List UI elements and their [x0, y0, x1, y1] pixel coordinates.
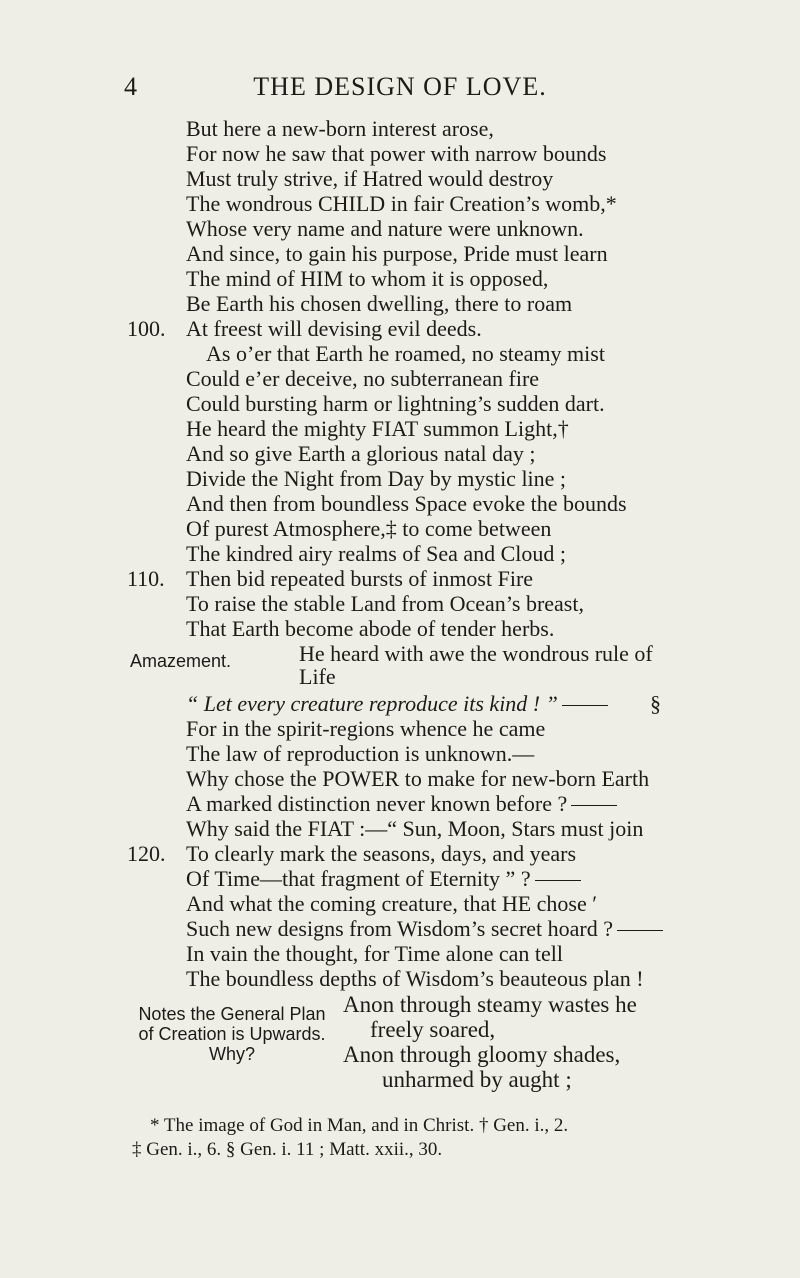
section-mark: § — [650, 691, 661, 716]
verse-line: The wondrous CHILD in fair Creation’s womb,* — [186, 191, 617, 216]
verse-line: To clearly mark the seasons, days, and years — [186, 841, 577, 866]
side-note-line: Why? — [208, 1044, 255, 1064]
line-number: 110. — [127, 566, 165, 591]
verse-line: unharmed by aught ; — [382, 1067, 572, 1092]
side-note-amazement: Amazement. — [130, 651, 232, 671]
verse-line: But here a new-born interest arose, — [186, 116, 494, 141]
side-note-line: Notes the General Plan — [138, 1004, 326, 1024]
running-title: THE DESIGN OF LOVE. — [253, 72, 547, 101]
em-dash-rule — [571, 805, 617, 806]
page-header — [0, 72, 800, 106]
em-dash-rule — [562, 705, 608, 706]
verse-line — [186, 916, 663, 942]
side-note-line: of Creation is Upwards. — [138, 1024, 326, 1044]
em-dash-rule — [535, 880, 581, 881]
verse-line: Why chose the POWER to make for new-born Earth — [186, 766, 650, 791]
verse-line: Anon through gloomy shades, — [343, 1042, 621, 1067]
verse-line: The kindred airy realms of Sea and Cloud ; — [186, 541, 567, 566]
verse-line: Why said the FIAT :—“ Sun, Moon, Stars must join — [186, 816, 644, 841]
verse-line: Could e’er deceive, no subterranean fire — [186, 366, 540, 391]
verse-line: And so give Earth a glorious natal day ; — [186, 441, 536, 466]
verse-line: Whose very name and nature were unknown. — [186, 216, 584, 241]
line-number: 100. — [127, 316, 166, 341]
side-note-general-plan — [131, 1004, 333, 1064]
verse-line: That Earth become abode of tender herbs. — [186, 616, 555, 641]
verse-line: Of purest Atmosphere,‡ to come between — [186, 516, 552, 541]
page-number: 4 — [124, 72, 137, 101]
verse-line: Must truly strive, if Hatred would destroy — [186, 166, 554, 191]
verse-line: Be Earth his chosen dwelling, there to roam — [186, 291, 573, 316]
verse-line — [186, 791, 617, 817]
verse-line: The mind of HIM to whom it is opposed, — [186, 266, 549, 291]
verse-line: And what the coming creature, that HE chose ′ — [186, 891, 598, 916]
verse-line: The law of reproduction is unknown.— — [186, 741, 535, 766]
verse-line: As o’er that Earth he roamed, no steamy mist — [206, 341, 605, 366]
verse-line: He heard the mighty FIAT summon Light,† — [186, 416, 569, 441]
verse-line: The boundless depths of Wisdom’s beauteous plan ! — [186, 966, 644, 991]
verse-line: To raise the stable Land from Ocean’s breast, — [186, 591, 584, 616]
verse-line: He heard with awe the wondrous rule of — [299, 641, 653, 666]
footnote-line: * The image of God in Man, and in Christ. † Gen. i., 2. — [150, 1115, 569, 1136]
verse-line: And since, to gain his purpose, Pride must learn — [186, 241, 608, 266]
verse-line: Anon through steamy wastes he — [343, 992, 637, 1017]
verse-line-quote — [186, 691, 608, 717]
verse-text: Such new designs from Wisdom’s secret hoard ? — [186, 916, 614, 941]
footnote-line: ‡ Gen. i., 6. § Gen. i. 11 ; Matt. xxii., 30. — [132, 1139, 443, 1160]
verse-text: Of Time—that fragment of Eternity ” ? — [186, 866, 531, 891]
verse-line: Divide the Night from Day by mystic line ; — [186, 466, 567, 491]
verse-line: freely soared, — [370, 1017, 496, 1042]
verse-line: Life — [299, 664, 336, 689]
verse-line: And then from boundless Space evoke the bounds — [186, 491, 627, 516]
verse-line: At freest will devising evil deeds. — [186, 316, 482, 341]
quote-text: “ Let every creature reproduce its kind ! ” — [186, 691, 558, 716]
line-number: 120. — [127, 841, 166, 866]
verse-line: Then bid repeated bursts of inmost Fire — [186, 566, 534, 591]
em-dash-rule — [617, 930, 663, 931]
verse-line: For now he saw that power with narrow bounds — [186, 141, 607, 166]
verse-line: For in the spirit-regions whence he came — [186, 716, 546, 741]
verse-line: Could bursting harm or lightning’s sudden dart. — [186, 391, 605, 416]
verse-text: A marked distinction never known before ? — [186, 791, 568, 816]
verse-line: In vain the thought, for Time alone can tell — [186, 941, 563, 966]
verse-line — [186, 866, 581, 892]
